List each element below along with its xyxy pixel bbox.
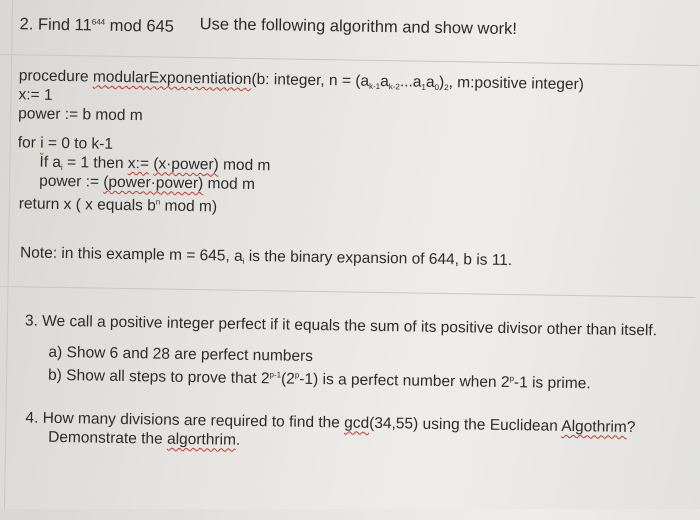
problem-2-heading: 2. Find $11^{644}$ mod 645: [19, 15, 175, 36]
problem-4-question: 4. How many divisions are required to find the gcd(34,55) using the Euclidean Algothrim?: [25, 409, 636, 437]
procedure-signature: procedure modularExponentiation(b: integer, $n = (a_{k-1}a_{k-2}...a_1a_0)_2$, m:positive integer): [18, 67, 585, 94]
procedure-power-line: power := (power·power) mod m: [39, 172, 256, 194]
problem-3-title: 3. We call a positive integer perfect if it equals the sum of its positive divisor other than itself.: [24, 312, 658, 340]
margin-line: [4, 0, 13, 509]
problem-3-part-b: b) Show all steps to prove that 2$^{p-1}$(2$^p$-1) is a perfect number when 2$^p$-1 is prime.: [47, 366, 591, 393]
rule-line-2: [0, 286, 695, 298]
procedure-line-power: power := b mod m: [18, 105, 143, 125]
procedure-for-loop: for i = 0 to k-1: [17, 134, 114, 153]
note-line: Note: in this example m = 645, $a_i$ is the binary expansion of 644, b is 11.: [19, 244, 513, 270]
procedure-if-line: If $a_i = 1$ then x:= (x·power) mod m: [39, 153, 271, 175]
problem-2-instruction: Use the following algorithm and show work!: [199, 15, 518, 39]
procedure-return-line: return x ( x equals $b^n$ mod m): [18, 195, 218, 216]
problem-4-line-2: Demonstrate the algorthrim.: [48, 428, 241, 449]
problem-3-part-a: a) Show 6 and 28 are perfect numbers: [48, 343, 314, 365]
procedure-line-x: x:= 1: [18, 86, 53, 104]
rule-line-1: [0, 54, 699, 66]
